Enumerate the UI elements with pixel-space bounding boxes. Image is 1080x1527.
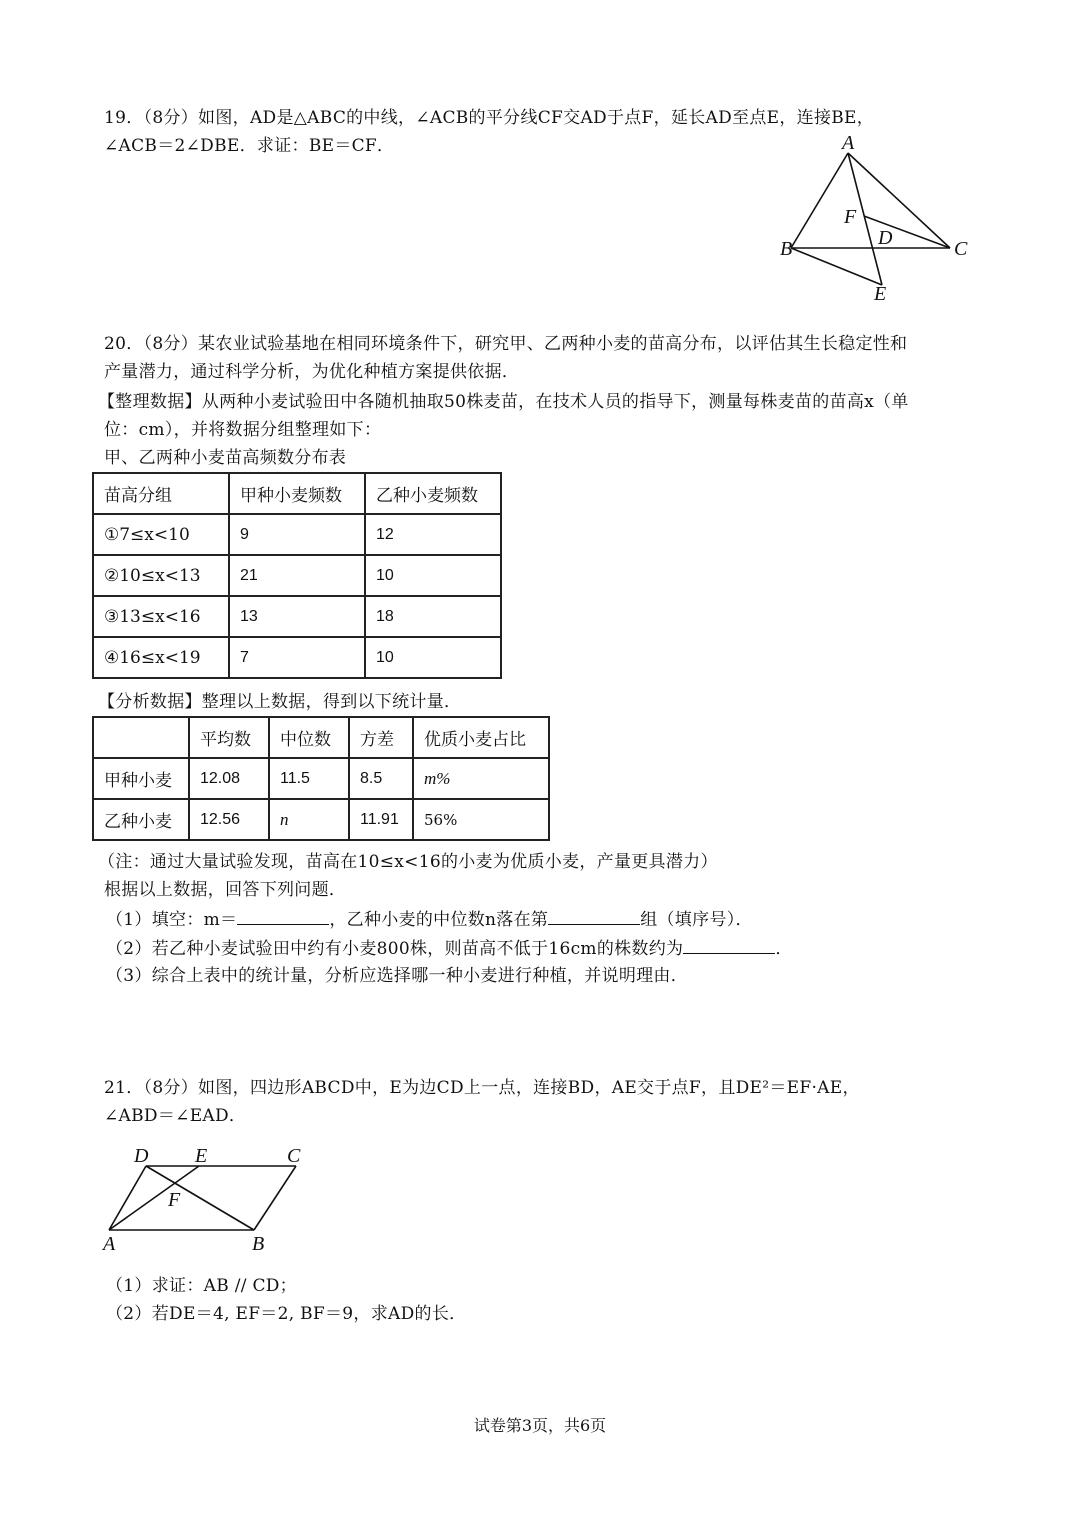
q20-sub-question-2 <box>106 935 793 961</box>
q21-sub-question-1: （1）求证：AB // CD； <box>106 1276 297 1296</box>
q21-quadrilateral-figure <box>96 1140 336 1260</box>
statistics-table <box>92 716 550 841</box>
table-header-cell: 中位数 <box>269 717 349 758</box>
q19-label-b: B <box>780 238 793 260</box>
q21-label-e: E <box>195 1145 208 1167</box>
q20-table1-caption: 甲、乙两种小麦苗高频数分布表 <box>104 448 347 468</box>
table-header-cell: 甲种小麦频数 <box>229 473 365 514</box>
q20-line-3: 【整理数据】从两种小麦试验田中各随机抽取50株麦苗，在技术人员的指导下，测量每株麦苗的苗高x（单 <box>98 392 909 412</box>
value-cell: 56% <box>413 799 549 840</box>
q20-sub-question-1 <box>106 906 753 932</box>
page-footer: 试卷第3页，共6页 <box>473 1416 607 1435</box>
table-header-cell: 方差 <box>349 717 413 758</box>
value-cell: 21 <box>229 555 365 596</box>
q19-line-1: 19．（8分）如图，AD是△ABC的中线，∠ACB的平分线CF交AD于点F，延长AD至点E，连接BE， <box>104 108 875 128</box>
table-row <box>93 799 549 840</box>
value-cell: 12.56 <box>189 799 269 840</box>
frequency-table-header <box>93 473 501 514</box>
q20-sub2-text-a: （2）若乙种小麦试验田中约有小麦800株，则苗高不低于16cm的株数约为 <box>106 939 684 959</box>
table-row <box>93 555 501 596</box>
value-cell: 10 <box>365 637 501 678</box>
row-label-cell: 甲种小麦 <box>93 758 189 799</box>
q20-line-2: 产量潜力，通过科学分析，为优化种植方案提供依据． <box>104 362 520 382</box>
q20-sub1-text-b: ，乙种小麦的中位数n落在第 <box>329 910 549 930</box>
statistics-table-header <box>93 717 549 758</box>
q21-sub-question-2: （2）若DE＝4, EF＝2, BF＝9，求AD的长． <box>106 1304 467 1324</box>
value-cell: 12.08 <box>189 758 269 799</box>
group-cell: ④16≤x<19 <box>93 637 229 678</box>
q19-label-c: C <box>954 238 968 260</box>
value-cell: 7 <box>229 637 365 678</box>
q21-label-f: F <box>168 1189 181 1211</box>
q19-label-f: F <box>844 206 857 228</box>
frequency-table <box>92 472 502 679</box>
q21-line-2: ∠ABD＝∠EAD． <box>104 1106 247 1126</box>
value-cell: 12 <box>365 514 501 555</box>
q20-sub2-text-b: ． <box>775 939 793 959</box>
q19-triangle-figure <box>770 132 980 310</box>
q20-analysis-line: 【分析数据】整理以上数据，得到以下统计量． <box>98 692 462 712</box>
value-cell: 10 <box>365 555 501 596</box>
q21-label-d: D <box>134 1145 149 1167</box>
value-cell: m% <box>413 758 549 799</box>
q20-note: （注：通过大量试验发现，苗高在10≤x<16的小麦为优质小麦，产量更具潜力） <box>98 852 718 872</box>
value-cell: 11.5 <box>269 758 349 799</box>
table-header-cell <box>93 717 189 758</box>
group-cell: ①7≤x<10 <box>93 514 229 555</box>
answer-blank-count[interactable] <box>683 935 775 954</box>
table-row <box>93 596 501 637</box>
table-row <box>93 514 501 555</box>
q21-label-a: A <box>103 1233 116 1255</box>
table-header-cell: 平均数 <box>189 717 269 758</box>
value-cell: 11.91 <box>349 799 413 840</box>
value-cell: 13 <box>229 596 365 637</box>
group-cell: ②10≤x<13 <box>93 555 229 596</box>
table-header-cell: 苗高分组 <box>93 473 229 514</box>
value-cell: 9 <box>229 514 365 555</box>
q19-label-e: E <box>874 283 887 305</box>
q20-line-4: 位：cm），并将数据分组整理如下： <box>104 420 382 440</box>
row-label-cell: 乙种小麦 <box>93 799 189 840</box>
table-row <box>93 637 501 678</box>
value-cell: 8.5 <box>349 758 413 799</box>
group-cell: ③13≤x<16 <box>93 596 229 637</box>
q19-label-d: D <box>878 227 893 249</box>
value-cell: n <box>269 799 349 840</box>
q21-label-b: B <box>252 1233 265 1255</box>
q19-line-2: ∠ACB＝2∠DBE．求证：BE＝CF． <box>104 136 395 156</box>
value-cell: 18 <box>365 596 501 637</box>
q20-sub-question-3: （3）综合上表中的统计量，分析应选择哪一种小麦进行种植，并说明理由． <box>106 966 689 986</box>
q20-prompt: 根据以上数据，回答下列问题． <box>104 880 347 900</box>
table-header-cell: 乙种小麦频数 <box>365 473 501 514</box>
answer-blank-m[interactable] <box>237 906 329 925</box>
q20-sub1-text-c: 组（填序号）． <box>640 910 753 930</box>
q21-line-1: 21．（8分）如图，四边形ABCD中，E为边CD上一点，连接BD，AE交于点F，且DE²＝EF·AE， <box>104 1078 860 1098</box>
q21-label-c: C <box>287 1145 301 1167</box>
table-header-cell: 优质小麦占比 <box>413 717 549 758</box>
q19-label-a: A <box>842 132 855 154</box>
answer-blank-group[interactable] <box>548 906 640 925</box>
q20-line-1: 20．（8分）某农业试验基地在相同环境条件下，研究甲、乙两种小麦的苗高分布，以评估其生长稳定性和 <box>104 334 908 354</box>
q20-sub1-text-a: （1）填空：m＝ <box>106 910 238 930</box>
table-row <box>93 758 549 799</box>
